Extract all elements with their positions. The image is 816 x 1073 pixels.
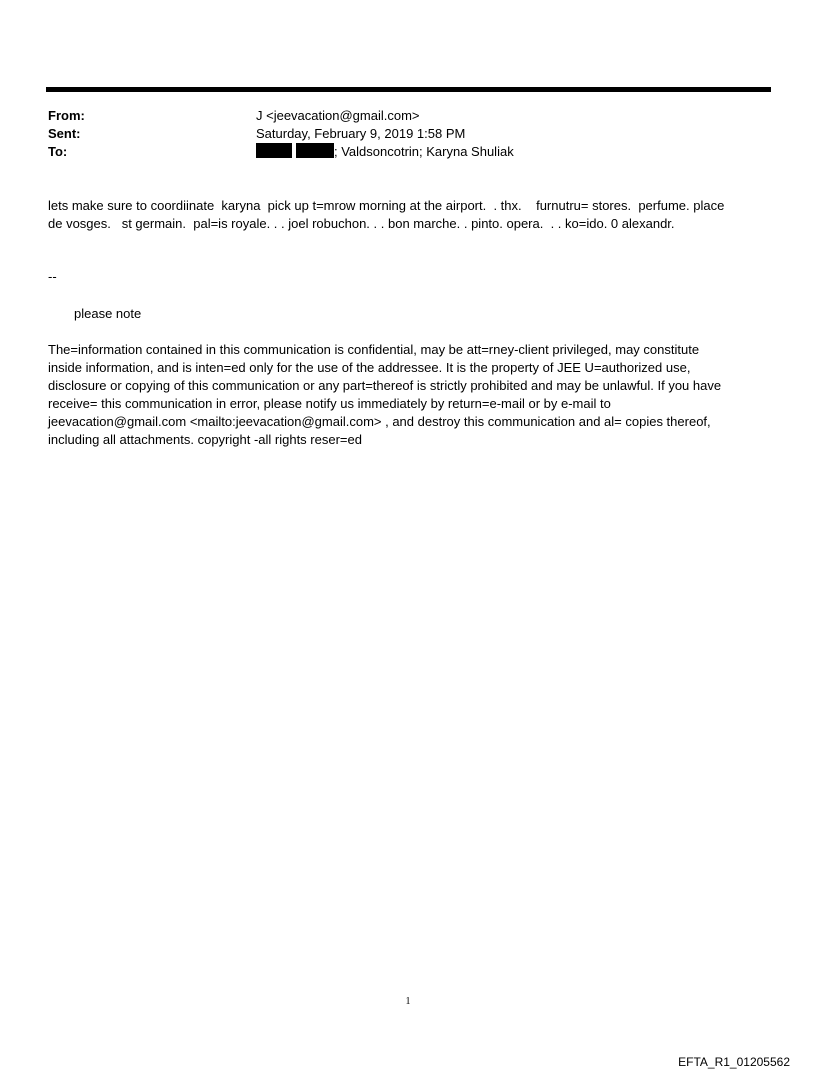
disclaimer-line: jeevacation@gmail.com <mailto:jeevacation@gmail.com> , and destroy this communication and al= copies thereof, [48,414,711,429]
disclaimer-line: receive= this communication in error, please notify us immediately by return=e-mail or by e-mail to [48,396,611,411]
disclaimer-line: The=information contained in this communication is confidential, may be att=rney-client privileged, may constitute [48,342,700,357]
page-number: 1 [405,996,411,1007]
to-value-container [256,143,514,161]
signature-separator: -- [48,269,57,284]
redaction-box [296,143,334,158]
from-row [48,107,768,125]
sent-row [48,125,768,143]
from-label: From: [48,108,85,123]
bates-number: EFTA_R1_01205562 [678,1055,790,1069]
message-line: lets make sure to coordiinate karyna pick up t=mrow morning at the airport. . thx. furnutru= stores. perfume. place [48,198,725,213]
disclaimer-line: disclosure or copying of this communication or any part=thereof is strictly prohibited and may be unlawful. If you have [48,378,722,393]
header-rule [46,87,771,92]
disclaimer-line: inside information, and is inten=ed only for the use of the addressee. It is the property of JEE U=authorized use, [48,360,691,375]
please-note-text: please note [74,306,142,321]
message-line: de vosges. st germain. pal=is royale. . . joel robuchon. . . bon marche. . pinto. opera. . . ko=ido. 0 alexandr. [48,216,675,231]
to-label: To: [48,144,68,159]
from-value: J <jeevacation@gmail.com> [256,108,420,123]
to-value: ; Valdsoncotrin; Karyna Shuliak [334,144,514,159]
sent-value: Saturday, February 9, 2019 1:58 PM [256,126,466,141]
redaction-box [256,143,292,158]
to-row [48,143,768,161]
sent-label: Sent: [48,126,81,141]
disclaimer-line: including all attachments. copyright -all rights reser=ed [48,432,362,447]
